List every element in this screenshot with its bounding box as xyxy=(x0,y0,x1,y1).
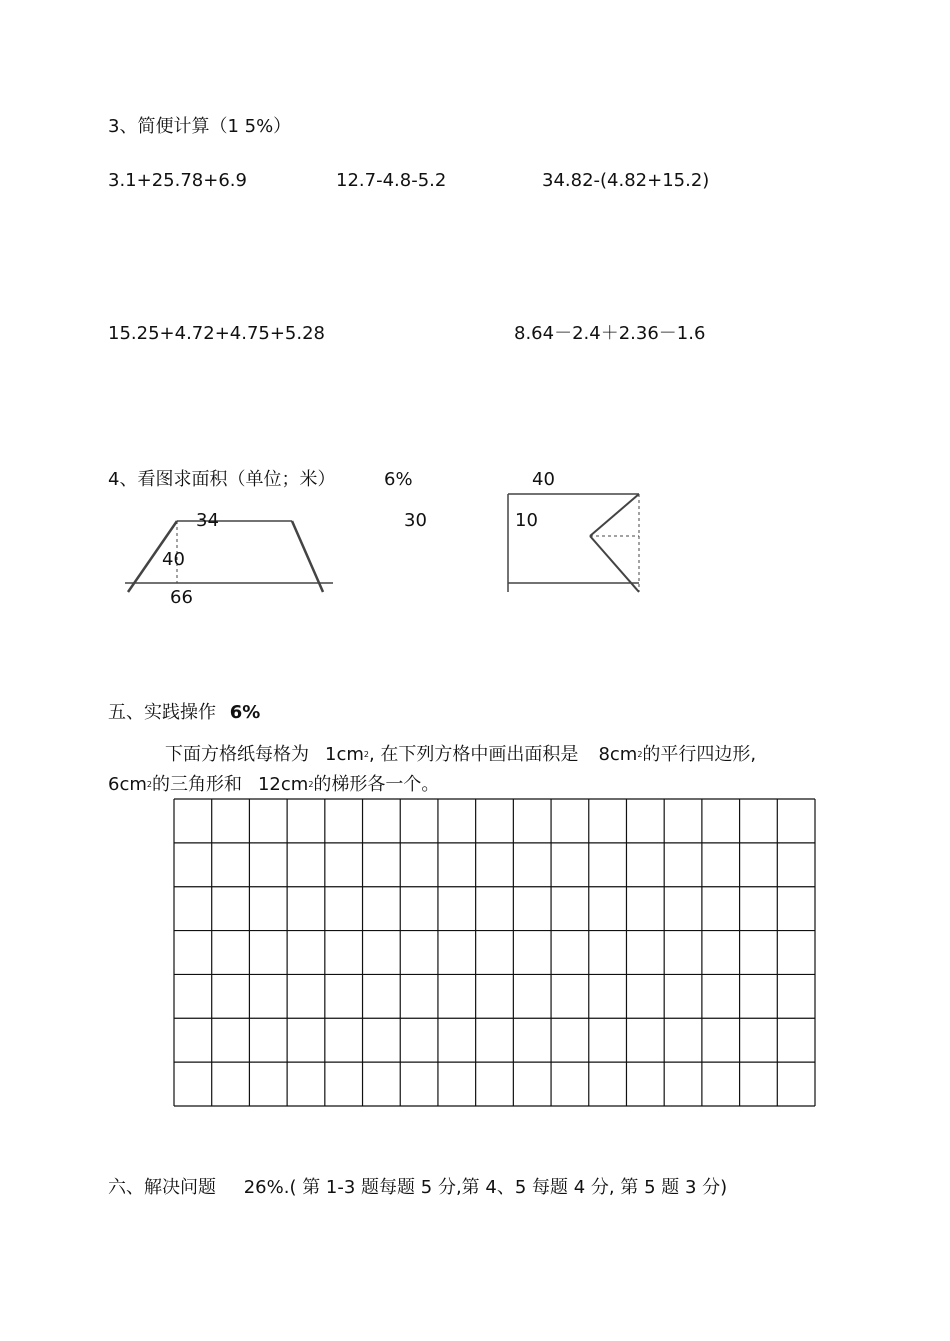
instr-part: 12cm xyxy=(257,774,309,795)
section-5-heading-text: 五、实践操作 xyxy=(108,702,216,723)
section-6-heading xyxy=(108,1177,727,1199)
expression-2: 12.7-4.8-5.2 xyxy=(336,170,447,191)
superscript: 2 xyxy=(637,750,643,759)
trapezoid-top-label: 34 xyxy=(196,510,219,531)
section-4-title: 4、看图求面积（单位；米） xyxy=(108,469,336,490)
rect-notch-label: 10 xyxy=(515,510,538,531)
trapezoid-figure xyxy=(125,521,333,592)
square-grid xyxy=(174,799,815,1106)
instr-part: 下面方格纸每格为 xyxy=(165,744,309,765)
section-5-percent: 6% xyxy=(229,702,261,723)
section-5-heading xyxy=(108,702,260,724)
rect-height-label: 30 xyxy=(404,510,427,531)
trapezoid-base-label: 66 xyxy=(170,587,193,608)
expression-3: 34.82-(4.82+15.2) xyxy=(542,170,710,191)
section-6-text: 26%.( 第 1-3 题每题 5 分,第 4、5 每题 4 分, 第 5 题 3 分) xyxy=(243,1177,728,1198)
instr-part: 1cm xyxy=(325,744,364,765)
instr-part: 的平行四边形, xyxy=(642,744,757,765)
instr-part: 的三角形和 xyxy=(151,774,242,795)
instr-part: 的梯形各一个。 xyxy=(313,774,440,795)
section-3-title: 3、简便计算（1 5%） xyxy=(108,116,292,137)
instr-part: 6cm xyxy=(108,774,147,795)
superscript: 2 xyxy=(363,750,369,759)
superscript: 2 xyxy=(146,780,152,789)
section-5-instruction-line-2 xyxy=(108,774,439,796)
section-5-instruction-line-1 xyxy=(165,744,756,766)
section-6-heading-text: 六、解决问题 xyxy=(108,1177,216,1198)
section-4-percent: 6% xyxy=(384,469,413,490)
rectangle-notch-figure xyxy=(508,494,639,592)
superscript: 2 xyxy=(308,780,314,789)
instr-part: , 在下列方格中画出面积是 xyxy=(368,744,579,765)
expression-4: 15.25+4.72+4.75+5.28 xyxy=(108,323,326,344)
expression-1: 3.1+25.78+6.9 xyxy=(108,170,247,191)
instr-part: 8cm xyxy=(598,744,638,765)
trapezoid-height-label: 40 xyxy=(162,549,185,570)
rect-width-label: 40 xyxy=(532,469,555,490)
expression-5: 8.64－2.4＋2.36－1.6 xyxy=(514,323,706,344)
